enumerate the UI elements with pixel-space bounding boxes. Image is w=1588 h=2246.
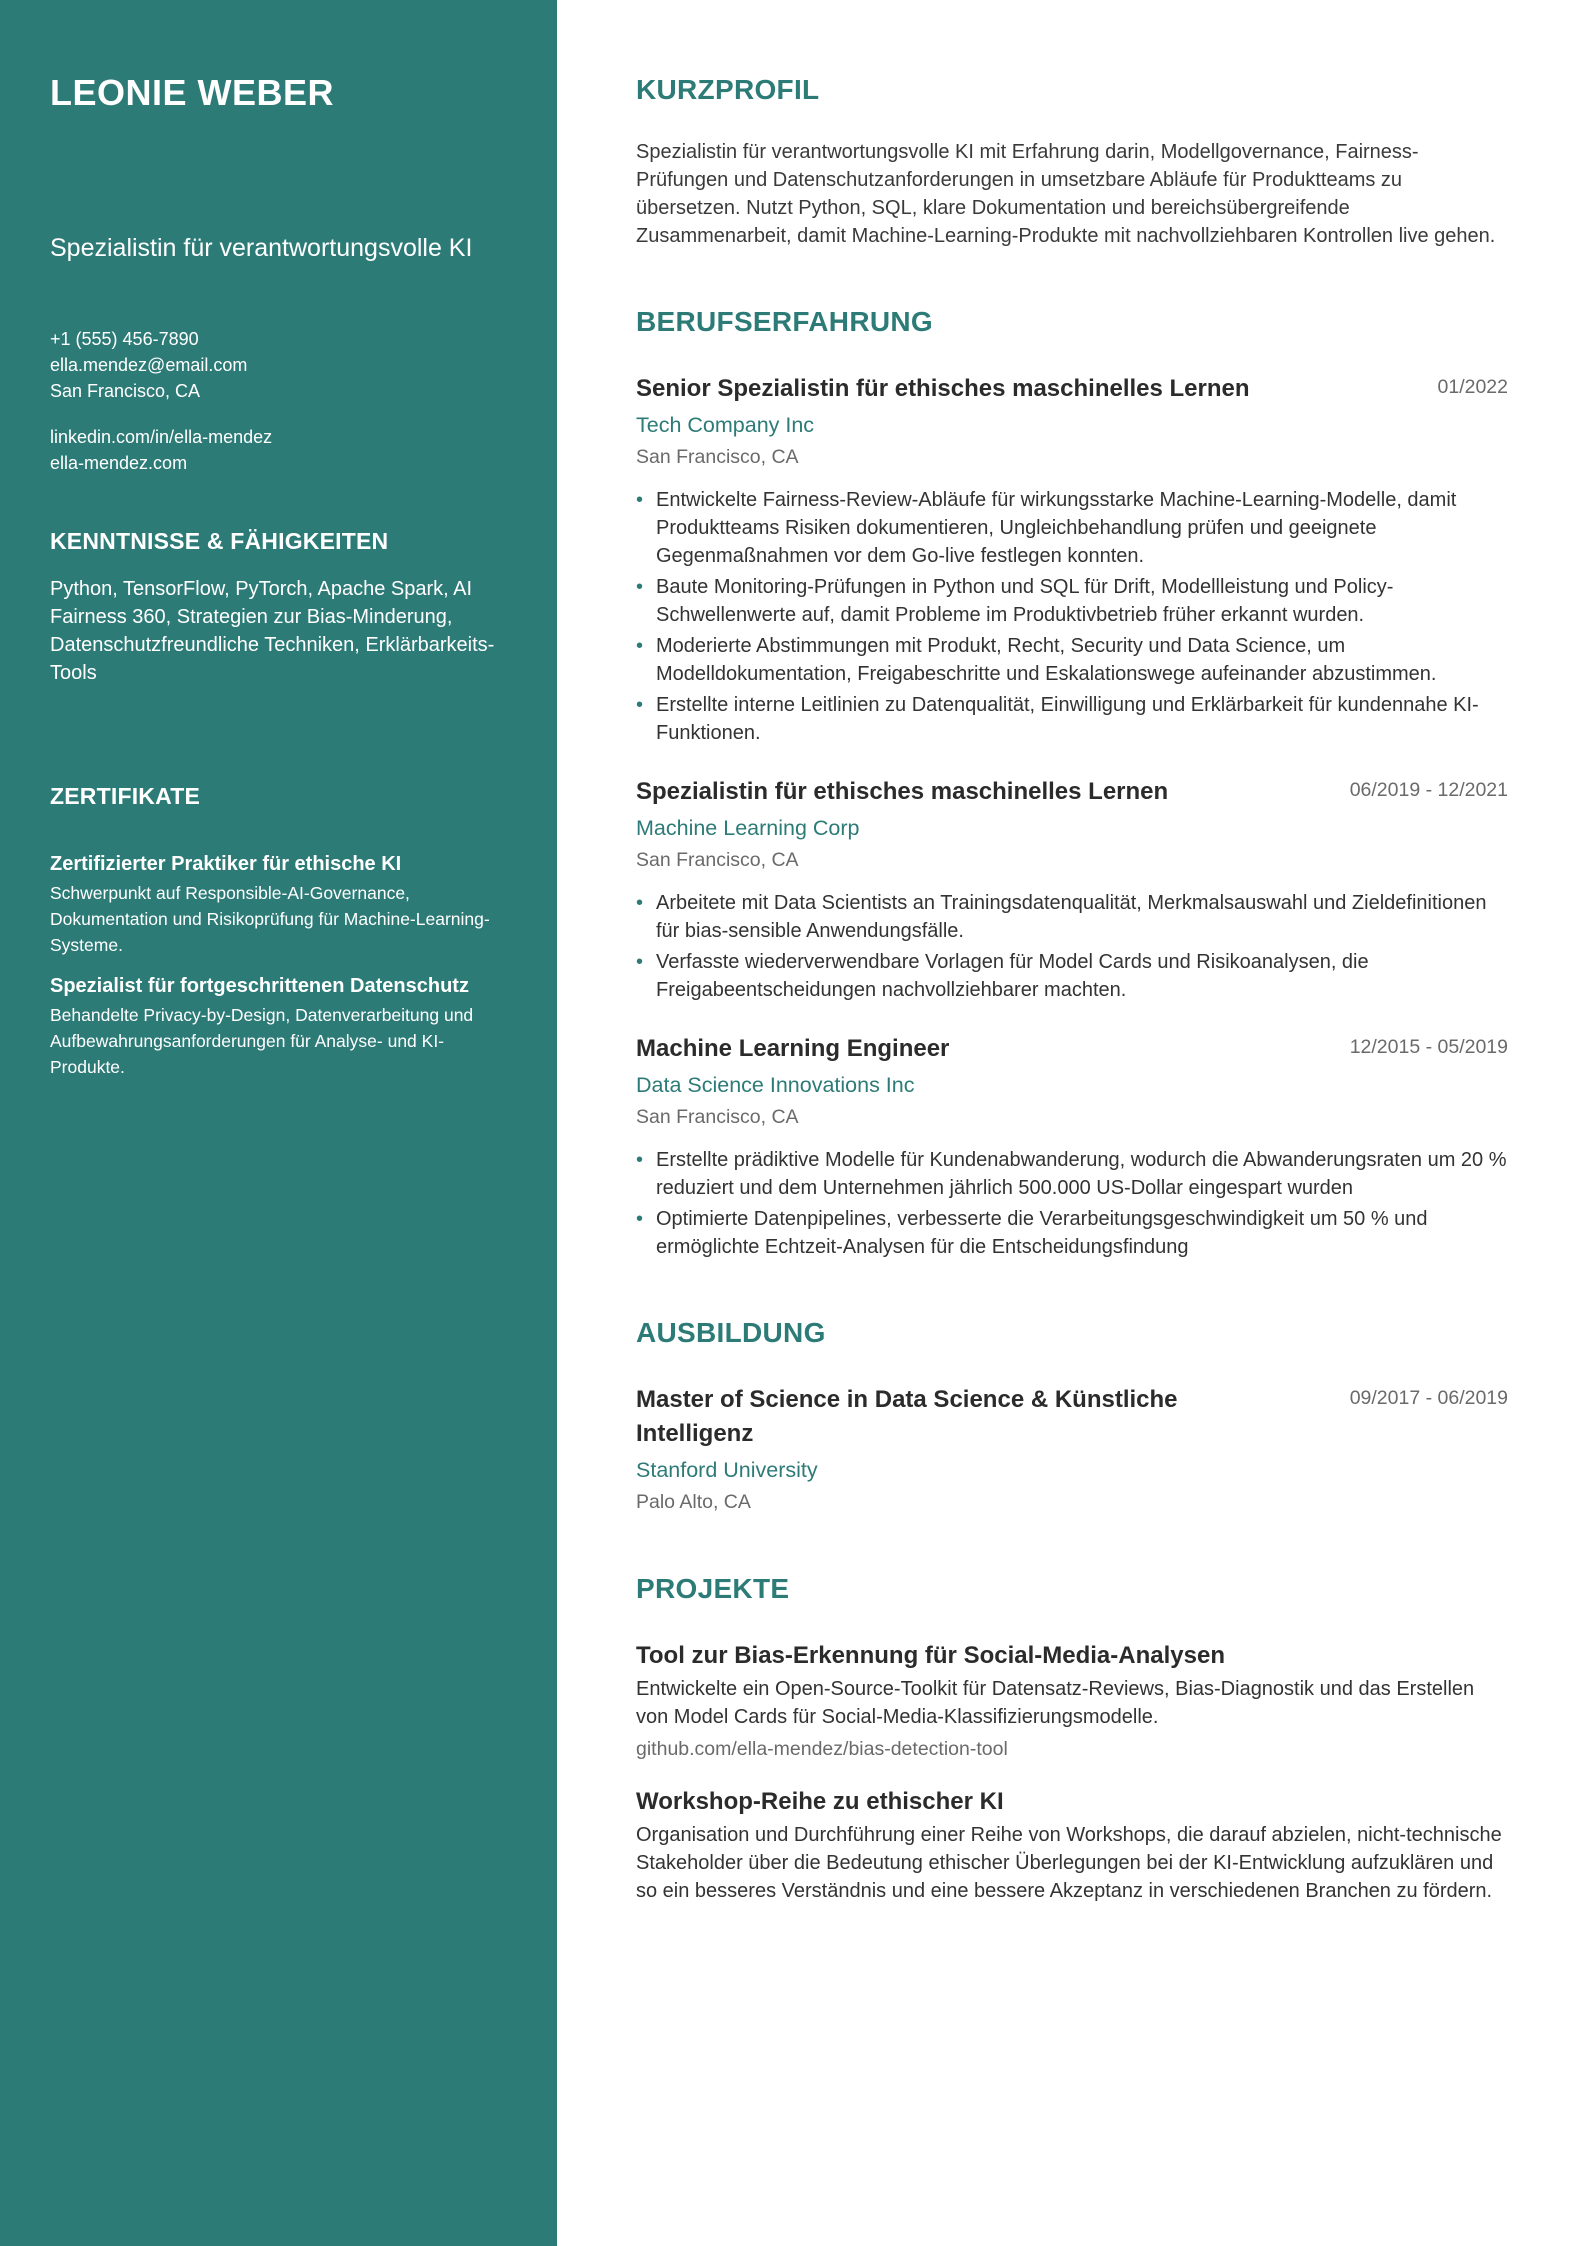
contact-phone: +1 (555) 456-7890 <box>50 329 199 349</box>
certificates-list <box>50 850 507 1080</box>
education-entry <box>636 1383 1508 1517</box>
contact-linkedin: linkedin.com/in/ella-mendez <box>50 427 273 447</box>
certificate-title: Zertifizierter Praktiker für ethische KI <box>50 853 402 875</box>
school-location: Palo Alto, CA <box>636 1491 751 1513</box>
experience-heading: BERUFSERFAHRUNG <box>636 306 933 337</box>
job-location: San Francisco, CA <box>636 446 799 468</box>
candidate-name: LEONIE WEBER <box>50 72 335 113</box>
sidebar <box>0 0 557 2246</box>
project-entry <box>636 1639 1508 1763</box>
job-bullet: • Erstellte interne Leitlinien zu Datenqualität, Einwilligung und Erklärbarkeit für kundennahe KI-Funktionen. <box>636 691 1508 747</box>
job-company: Tech Company Inc <box>636 413 815 437</box>
projects-section <box>636 1569 1508 1905</box>
certificate-title: Spezialist für fortgeschrittenen Datenschutz <box>50 975 469 997</box>
job-entry <box>636 372 1508 747</box>
job-date: 12/2015 - 05/2019 <box>1349 1036 1508 1058</box>
job-bullets <box>636 1146 1508 1261</box>
project-description: Entwickelte ein Open-Source-Toolkit für Datensatz-Reviews, Bias-Diagnostik und das Erstellen von Model Cards für Social-Media-Klassifizierungsmodelle. <box>636 1678 1475 1728</box>
main-content <box>557 0 1588 2246</box>
contact-block <box>50 326 507 404</box>
education-heading: AUSBILDUNG <box>636 1317 826 1348</box>
summary-section <box>636 70 1508 250</box>
project-description: Organisation und Durchführung einer Reihe von Workshops, die darauf abzielen, nicht-technische Stakeholder über die Bedeutung ethischer Überlegungen bei der KI-Entwicklung aufzuklären und so ein besseres Verständnis und eine bessere Akzeptanz in verschiedenen Branchen zu fördern. <box>636 1824 1502 1902</box>
job-location: San Francisco, CA <box>636 849 799 871</box>
degree-title: Master of Science in Data Science & Künstliche Intelligenz <box>636 1386 1178 1447</box>
certificate-item <box>50 850 507 958</box>
certificate-item <box>50 972 507 1080</box>
contact-website: ella-mendez.com <box>50 453 188 473</box>
job-bullet: • Optimierte Datenpipelines, verbesserte die Verarbeitungsgeschwindigkeit um 50 % und ermöglichte Echtzeit-Analysen für die Entscheidungsfindung <box>636 1205 1508 1261</box>
summary-text: Spezialistin für verantwortungsvolle KI mit Erfahrung darin, Modellgovernance, Fairness-Prüfungen und Datenschutzanforderungen in umsetzbare Abläufe für Produktteams zu übersetzen. Nutzt Python, SQL, klare Dokumentation und bereichsübergreifende Zusammenarbeit, damit Machine-Learning-Produkte mit nachvollziehbaren Kontrollen live gehen. <box>636 141 1496 247</box>
skills-heading: KENNTNISSE & FÄHIGKEITEN <box>50 528 389 554</box>
job-bullet: • Entwickelte Fairness-Review-Abläufe für wirkungsstarke Machine-Learning-Modelle, damit Produktteams Risiken dokumentieren, Ungleichbehandlung prüfen und geeignete Gegenmaßnahmen vor dem Go-live festlegen konnten. <box>636 486 1508 570</box>
job-date: 06/2019 - 12/2021 <box>1349 779 1508 801</box>
job-bullets <box>636 889 1508 1004</box>
certificate-description: Behandelte Privacy-by-Design, Datenverarbeitung und Aufbewahrungsanforderungen für Analyse- und KI-Produkte. <box>50 1005 474 1077</box>
school-name: Stanford University <box>636 1458 818 1482</box>
education-section <box>636 1313 1508 1517</box>
project-title: Workshop-Reihe zu ethischer KI <box>636 1788 1004 1815</box>
skills-text: Python, TensorFlow, PyTorch, Apache Spark, AI Fairness 360, Strategien zur Bias-Minderung, Datenschutzfreundliche Techniken, Erklärbarkeits-Tools <box>50 578 495 684</box>
job-date: 01/2022 <box>1437 376 1508 398</box>
job-title: Machine Learning Engineer <box>636 1035 950 1062</box>
contact-email: ella.mendez@email.com <box>50 355 248 375</box>
contact-location: San Francisco, CA <box>50 381 201 401</box>
project-entry <box>636 1785 1508 1905</box>
job-bullet: • Baute Monitoring-Prüfungen in Python und SQL für Drift, Modellleistung und Policy-Schwellenwerte auf, damit Probleme im Produktivbetrieb früher erkannt wurden. <box>636 573 1508 629</box>
job-bullet: • Arbeitete mit Data Scientists an Trainingsdatenqualität, Merkmalsauswahl und Zieldefinitionen für bias-sensible Anwendungsfälle. <box>636 889 1508 945</box>
experience-section <box>636 302 1508 1261</box>
project-title: Tool zur Bias-Erkennung für Social-Media-Analysen <box>636 1642 1225 1669</box>
job-entry <box>636 775 1508 1004</box>
education-date: 09/2017 - 06/2019 <box>1349 1387 1508 1409</box>
job-bullet: • Erstellte prädiktive Modelle für Kundenabwanderung, wodurch die Abwanderungsraten um 20 % reduziert und dem Unternehmen jährlich 500.000 US-Dollar eingespart wurden <box>636 1146 1508 1202</box>
contact-links <box>50 424 507 476</box>
project-link[interactable]: github.com/ella-mendez/bias-detection-tool <box>636 1738 1008 1760</box>
job-bullets <box>636 486 1508 747</box>
job-bullet: • Verfasste wiederverwendbare Vorlagen für Model Cards und Risikoanalysen, die Freigabeentscheidungen nachvollziehbarer machten. <box>636 948 1508 1004</box>
job-title: Senior Spezialistin für ethisches maschinelles Lernen <box>636 375 1250 402</box>
candidate-tagline: Spezialistin für verantwortungsvolle KI <box>50 234 473 262</box>
job-entry <box>636 1032 1508 1261</box>
certificates-heading: ZERTIFIKATE <box>50 783 200 809</box>
job-company: Data Science Innovations Inc <box>636 1073 915 1097</box>
projects-heading: PROJEKTE <box>636 1573 790 1604</box>
job-bullet: • Moderierte Abstimmungen mit Produkt, Recht, Security und Data Science, um Modelldokumentation, Freigabeschritte und Eskalationswege aufeinander abzustimmen. <box>636 632 1508 688</box>
job-location: San Francisco, CA <box>636 1106 799 1128</box>
summary-heading: KURZPROFIL <box>636 74 820 105</box>
job-company: Machine Learning Corp <box>636 816 860 840</box>
job-title: Spezialistin für ethisches maschinelles Lernen <box>636 778 1169 805</box>
certificate-description: Schwerpunkt auf Responsible-AI-Governance, Dokumentation und Risikoprüfung für Machine-Learning-Systeme. <box>50 883 490 955</box>
